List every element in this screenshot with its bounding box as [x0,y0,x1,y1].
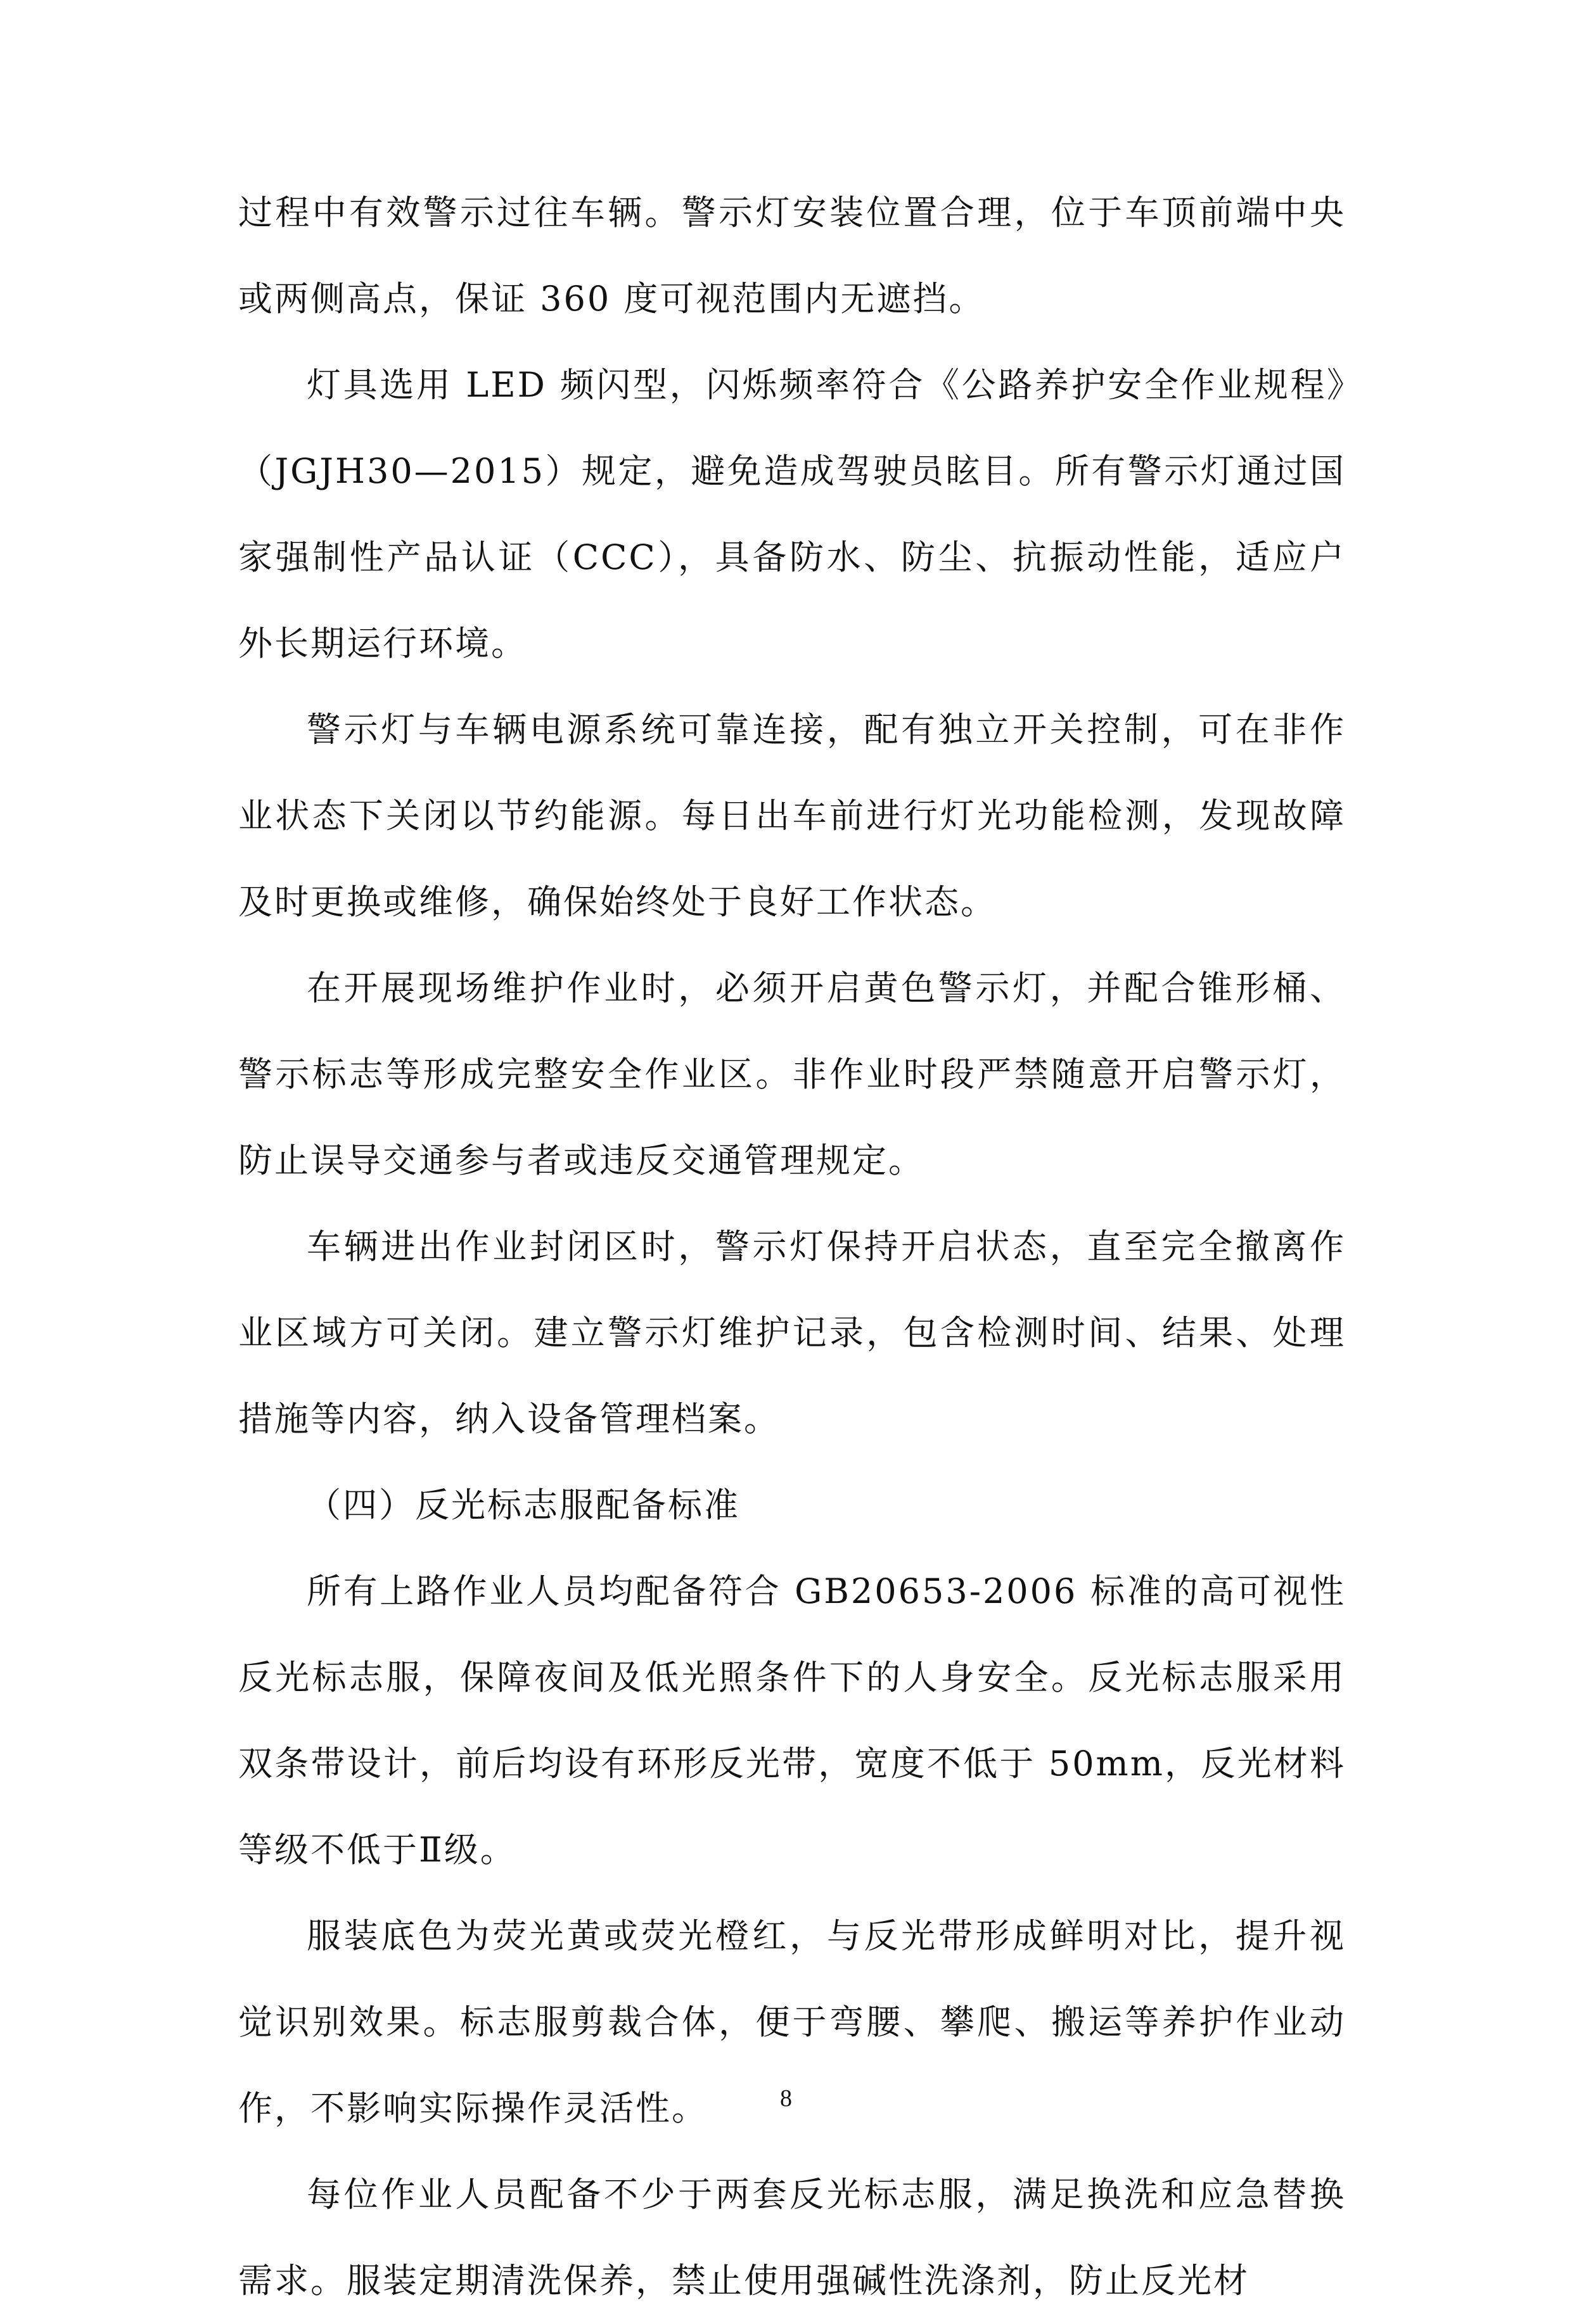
paragraph-vest-quantity: 每位作业人员配备不少于两套反光标志服，满足换洗和应急替换需求。服装定期清洗保养，禁止使用强碱性洗涤剂，防止反光材 [238,2174,1346,2301]
page-body [238,170,1346,2324]
page-number: 8 [780,2085,792,2112]
paragraph-vest-color: 服装底色为荧光黄或荧光橙红，与反光带形成鲜明对比，提升视觉识别效果。标志服剪裁合体，便于弯腰、攀爬、搬运等养护作业动作，不影响实际操作灵活性。 [238,1916,1346,2128]
paragraph-onsite-operation: 在开展现场维护作业时，必须开启黄色警示灯，并配合锥形桶、警示标志等形成完整安全作业区。非作业时段严禁随意开启警示灯，防止误导交通参与者或违反交通管理规定。 [238,968,1346,1180]
section-heading-reflective-vest: （四）反光标志服配备标准 [307,1485,740,1525]
paragraph-continuation: 过程中有效警示过往车辆。警示灯安装位置合理，位于车顶前端中央或两侧高点，保证 360 度可视范围内无遮挡。 [238,193,1346,319]
paragraph-vest-standard: 所有上路作业人员均配备符合 GB20653-2006 标准的高可视性反光标志服，保障夜间及低光照条件下的人身安全。反光标志服采用双条带设计，前后均设有环形反光带，宽度不低于 50mm，反光材料等级不低于Ⅱ级。 [238,1571,1346,1870]
paragraph-power-connection: 警示灯与车辆电源系统可靠连接，配有独立开关控制，可在非作业状态下关闭以节约能源。每日出车前进行灯光功能检测，发现故障及时更换或维修，确保始终处于良好工作状态。 [238,710,1346,922]
paragraph-led-strobe-spec: 灯具选用 LED 频闪型，闪烁频率符合《公路养护安全作业规程》（JGJH30—2015）规定，避免造成驾驶员眩目。所有警示灯通过国家强制性产品认证（CCC），具备防水、防尘、抗振动性能，适应户外长期运行环境。 [238,365,1346,663]
paragraph-closed-zone: 车辆进出作业封闭区时，警示灯保持开启状态，直至完全撤离作业区域方可关闭。建立警示灯维护记录，包含检测时间、结果、处理措施等内容，纳入设备管理档案。 [238,1227,1346,1439]
